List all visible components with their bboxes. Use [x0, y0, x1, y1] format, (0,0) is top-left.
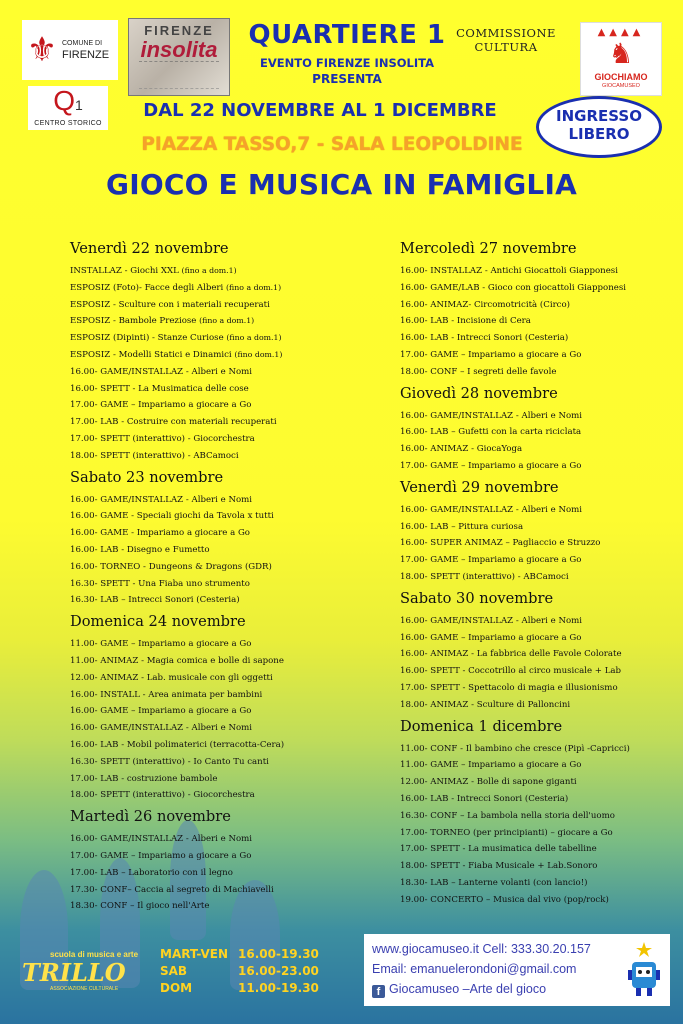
event-item — [400, 774, 675, 791]
event-item — [400, 825, 675, 842]
q1-subtitle: CENTRO STORICO — [34, 120, 102, 127]
event-text: 17.00- SPETT - Spettacolo di magia e illusionismo — [400, 682, 618, 693]
event-item — [70, 397, 370, 414]
event-text: 16.00- ANIMAZ- Circomotricità (Circo) — [400, 299, 571, 310]
event-item — [70, 754, 370, 771]
day-block — [70, 804, 370, 915]
libero-label: LIBERO — [568, 125, 630, 143]
hours-label: DOM — [160, 981, 193, 995]
event-text: 19.00- CONCERTO – Musica dal vivo (pop/rock) — [400, 894, 609, 905]
event-item — [70, 542, 370, 559]
event-item — [70, 831, 370, 848]
event-text: ESPOSIZ (Foto)- Facce degli Alberi — [70, 282, 227, 293]
event-item — [400, 680, 675, 697]
event-item — [400, 330, 675, 347]
day-block — [70, 236, 370, 465]
firenze-insolita-logo — [128, 18, 230, 96]
event-text: 17.00- LAB – Laboratorio con il legno — [70, 867, 233, 878]
day-block — [400, 236, 675, 381]
event-item — [70, 787, 370, 804]
website-cell-line[interactable]: www.giocamuseo.it Cell: 333.30.20.157 — [372, 942, 591, 956]
main-title: GIOCO E MUSICA IN FAMIGLIA — [106, 168, 577, 201]
event-item — [70, 737, 370, 754]
quartiere1-logo — [28, 86, 108, 130]
event-text: 17.00- GAME – Impariamo a giocare a Go — [70, 850, 252, 861]
event-item — [70, 559, 370, 576]
firenze-label: FIRENZE — [62, 49, 110, 61]
event-item — [70, 636, 370, 653]
event-text: 18.00- SPETT - Fiaba Musicale + Lab.Sonoro — [400, 861, 598, 872]
flags-icon: ▲▲▲▲ — [597, 27, 645, 38]
day-heading: Venerdì 29 novembre — [400, 478, 559, 496]
event-item — [400, 441, 675, 458]
event-text: 16.00- INSTALL - Area animata per bambini — [70, 689, 263, 700]
event-item — [400, 408, 675, 425]
event-text: 17.00- LAB - costruzione bambole — [70, 773, 218, 784]
event-text: 16.00- GAME – Impariamo a giocare a Go — [70, 706, 252, 717]
event-item — [70, 703, 370, 720]
event-text: 16.00- GAME/INSTALLAZ - Alberi e Nomi — [70, 723, 253, 734]
hours-time: 16.00-19.30 — [238, 947, 319, 961]
event-text: 11.00- GAME – Impariamo a giocare a Go — [70, 639, 252, 650]
event-item — [400, 613, 675, 630]
event-text: 16.00- GAME/INSTALLAZ - Alberi e Nomi — [70, 834, 253, 845]
event-item — [400, 364, 675, 381]
comune-label: COMUNE DI — [62, 40, 103, 47]
event-text: 11.00- CONF - Il bambino che cresce (Pipì -Capricci) — [400, 743, 630, 754]
hours-time: 16.00-23.00 — [238, 964, 319, 978]
hours-label: SAB — [160, 964, 188, 978]
hours-row — [160, 946, 360, 963]
event-item — [400, 297, 675, 314]
event-text: 11.00- GAME – Impariamo a giocare a Go — [400, 760, 582, 771]
event-item — [70, 882, 370, 899]
event-note: (fino dom.1) — [234, 349, 283, 359]
event-text: 18.00- SPETT (interattivo) - Giocorchestra — [70, 790, 255, 801]
event-text: 16.00- GAME/INSTALLAZ - Alberi e Nomi — [70, 494, 253, 505]
day-block — [400, 475, 675, 586]
trillo-bottom: ASSOCIAZIONE CULTURALE — [50, 986, 119, 992]
event-item — [70, 687, 370, 704]
event-text: ESPOSIZ - Sculture con i materiali recuperati — [70, 299, 270, 310]
event-note: (fino a dom.1) — [226, 333, 282, 343]
event-item — [70, 508, 370, 525]
event-text: 17.00- GAME – Impariamo a giocare a Go — [400, 555, 582, 566]
event-item — [400, 263, 675, 280]
insolita-bottom: insolita — [140, 37, 218, 62]
day-block — [400, 586, 675, 714]
event-text: 16.00- GAME/INSTALLAZ - Alberi e Nomi — [400, 615, 583, 626]
event-item — [70, 297, 370, 314]
event-text: 16.00- GAME/INSTALLAZ - Alberi e Nomi — [400, 504, 583, 515]
event-text: 16.30- SPETT - Una Fiaba uno strumento — [70, 578, 250, 589]
event-item — [400, 875, 675, 892]
event-item — [400, 535, 675, 552]
schedule-right-column — [400, 236, 675, 909]
event-text: 16.00- SPETT - La Musimatica delle cose — [70, 383, 249, 394]
robot-mascot-icon — [624, 940, 664, 1000]
event-text: 18.00- CONF – I segreti delle favole — [400, 366, 557, 377]
day-heading: Sabato 30 novembre — [400, 589, 554, 607]
event-text: 16.00- INSTALLAZ - Antichi Giocattoli Giapponesi — [400, 266, 618, 276]
venue-heading: PIAZZA TASSO,7 - SALA LEOPOLDINE — [141, 134, 523, 155]
event-text: 16.00- LAB - Incisione di Cera — [400, 316, 531, 327]
event-item — [400, 569, 675, 586]
giocamuseo-logo — [580, 22, 662, 96]
trillo-name: TRILLO — [22, 958, 126, 987]
quartiere-heading: QUARTIERE 1 — [248, 20, 446, 50]
event-text: 16.00- TORNEO - Dungeons & Dragons (GDR) — [70, 561, 272, 572]
email-line[interactable]: Email: emanuelerondoni@gmail.com — [372, 962, 577, 976]
event-item — [400, 757, 675, 774]
day-heading: Martedì 26 novembre — [70, 808, 231, 826]
event-text: 16.00- ANIMAZ - GiocaYoga — [400, 444, 523, 455]
event-text: 17.00- SPETT (interattivo) - Giocorchestra — [70, 433, 255, 444]
event-text: 16.00- GAME/LAB - Gioco con giocattoli Giapponesi — [400, 282, 626, 293]
contact-box — [364, 934, 670, 1006]
sketch-decoration — [139, 61, 219, 89]
day-heading: Giovedì 28 novembre — [400, 384, 558, 402]
event-text: 16.00- GAME/INSTALLAZ - Alberi e Nomi — [70, 366, 253, 377]
event-text: 11.00- ANIMAZ - Magia comica e bolle di sapone — [70, 655, 284, 666]
event-text: 17.00- SPETT - La musimatica delle tabelline — [400, 844, 597, 855]
facebook-label: Giocamuseo –Arte del gioco — [389, 982, 547, 996]
hours-label: MART-VEN — [160, 947, 228, 961]
event-item — [400, 280, 675, 297]
event-text: 16.00- SUPER ANIMAZ – Pagliaccio e Struzzo — [400, 538, 601, 549]
day-block — [400, 714, 675, 909]
event-note: (fino a dom.1) — [199, 316, 255, 326]
dates-heading: DAL 22 NOVEMBRE AL 1 DICEMBRE — [143, 100, 497, 121]
event-text: 16.00- GAME – Impariamo a giocare a Go — [400, 632, 582, 643]
event-item — [400, 741, 675, 758]
cultura-label: CULTURA — [474, 40, 538, 54]
event-item — [70, 670, 370, 687]
event-item — [70, 347, 370, 364]
event-item — [70, 576, 370, 593]
event-item — [70, 280, 370, 297]
event-text: 16.30- SPETT (interattivo) - Io Canto Tu canti — [70, 756, 269, 767]
event-item — [70, 431, 370, 448]
event-text: 16.00- LAB – Pittura curiosa — [400, 521, 524, 532]
event-item — [70, 492, 370, 509]
event-text: 12.00- ANIMAZ - Bolle di sapone giganti — [400, 777, 577, 788]
event-item — [400, 552, 675, 569]
event-text: 16.00- LAB - Intrecci Sonori (Cesteria) — [400, 793, 569, 804]
giocamuseo-sub: GIOCAMUSEO — [602, 83, 640, 89]
event-text: 17.00- LAB - Costruire con materiali recuperati — [70, 417, 277, 428]
event-text: 16.00- ANIMAZ - La fabbrica delle Favole Colorate — [400, 649, 622, 660]
day-block — [70, 465, 370, 610]
event-item — [70, 330, 370, 347]
knight-horse-icon: ♞ — [608, 37, 634, 70]
event-text: 16.00- GAME/INSTALLAZ - Alberi e Nomi — [400, 410, 583, 421]
evento-heading: EVENTO FIRENZE INSOLITA — [260, 56, 434, 70]
schedule-left-column — [70, 236, 370, 915]
event-item — [400, 841, 675, 858]
event-text: ESPOSIZ - Bambole Preziose — [70, 316, 200, 327]
event-item — [400, 347, 675, 364]
event-item — [400, 858, 675, 875]
event-item — [400, 808, 675, 825]
event-item — [70, 848, 370, 865]
event-item — [70, 898, 370, 915]
event-item — [400, 313, 675, 330]
event-text: 17.00- GAME – Impariamo a giocare a Go — [400, 349, 582, 360]
facebook-line[interactable] — [372, 982, 546, 998]
hours-row — [160, 963, 360, 980]
event-text: ESPOSIZ (Dipinti) - Stanze Curiose — [70, 333, 227, 344]
event-item — [70, 592, 370, 609]
trillo-logo — [16, 950, 156, 996]
event-item — [400, 646, 675, 663]
event-note: (fino a dom.1) — [181, 266, 237, 275]
event-item — [400, 892, 675, 909]
event-text: 16.00- LAB - Intrecci Sonori (Cesteria) — [400, 333, 569, 344]
event-item — [70, 381, 370, 398]
day-block — [400, 381, 675, 475]
giocamuseo-name: GIOCHIAMO — [594, 72, 648, 82]
event-text: 16.00- LAB – Gufetti con la carta riciclata — [400, 427, 582, 438]
event-text: INSTALLAZ - Giochi XXL — [70, 266, 182, 276]
event-item — [70, 720, 370, 737]
event-item — [400, 502, 675, 519]
trillo-top: scuola di musica e arte — [50, 950, 139, 959]
event-item — [70, 653, 370, 670]
event-item — [70, 364, 370, 381]
event-item — [400, 519, 675, 536]
hours-time: 11.00-19.30 — [238, 981, 319, 995]
event-text: 17.00- GAME – Impariamo a giocare a Go — [70, 400, 252, 411]
facebook-icon: f — [372, 985, 385, 998]
event-text: 16.00- GAME - Impariamo a giocare a Go — [70, 528, 250, 539]
event-text: 18.00- SPETT (interattivo) - ABCamoci — [70, 450, 239, 461]
event-item — [400, 424, 675, 441]
day-heading: Sabato 23 novembre — [70, 468, 224, 486]
event-text: 16.00- LAB - Mobil polimaterici (terracotta-Cera) — [70, 739, 285, 750]
event-item — [400, 630, 675, 647]
opening-hours — [160, 946, 360, 997]
event-text: 17.00- GAME – Impariamo a giocare a Go — [400, 460, 582, 471]
event-text: 18.00- ANIMAZ - Sculture di Palloncini — [400, 699, 571, 710]
event-item — [70, 263, 370, 280]
event-text: 16.30- LAB – Intrecci Sonori (Cesteria) — [70, 595, 240, 606]
event-text: 17.00- TORNEO (per principianti) – giocare a Go — [400, 827, 613, 838]
day-heading: Mercoledì 27 novembre — [400, 240, 577, 257]
commissione-label: COMMISSIONE — [456, 26, 556, 40]
event-item — [400, 791, 675, 808]
event-text: 18.30- LAB – Lanterne volanti (con lancio!) — [400, 877, 588, 888]
event-item — [400, 663, 675, 680]
event-item — [70, 525, 370, 542]
event-text: 18.00- SPETT (interattivo) - ABCamoci — [400, 571, 569, 582]
hours-row — [160, 980, 360, 997]
event-text: ESPOSIZ - Modelli Statici e Dinamici — [70, 349, 235, 360]
day-block — [70, 609, 370, 804]
day-heading: Domenica 1 dicembre — [400, 717, 563, 735]
event-item — [70, 771, 370, 788]
presenta-heading: PRESENTA — [312, 72, 382, 86]
event-item — [400, 697, 675, 714]
event-item — [400, 458, 675, 475]
event-text: 16.00- LAB - Disegno e Fumetto — [70, 544, 210, 555]
event-text: 12.00- ANIMAZ - Lab. musicale con gli oggetti — [70, 672, 273, 683]
ingresso-label: INGRESSO — [556, 107, 642, 125]
event-item — [70, 865, 370, 882]
day-heading: Domenica 24 novembre — [70, 613, 246, 631]
event-text: 17.30- CONF– Caccia al segreto di Machiavelli — [70, 884, 274, 895]
q1-mark: Q1 — [53, 85, 83, 116]
event-item — [70, 414, 370, 431]
event-note: (fino a dom.1) — [226, 282, 282, 292]
event-item — [70, 313, 370, 330]
event-text: 18.30- CONF – Il gioco nell'Arte — [70, 901, 210, 912]
event-item — [70, 448, 370, 465]
event-text: 16.00- SPETT - Coccotrillo al circo musicale + Lab — [400, 666, 622, 677]
comune-firenze-logo — [22, 20, 118, 80]
day-heading: Venerdì 22 novembre — [70, 240, 229, 257]
event-text: 16.30- CONF – La bambola nella storia dell'uomo — [400, 810, 615, 821]
event-text: 16.00- GAME - Speciali giochi da Tavola x tutti — [70, 511, 274, 522]
florence-lily-icon: ⚜ — [26, 30, 58, 70]
insolita-top: FIRENZE — [144, 23, 214, 38]
